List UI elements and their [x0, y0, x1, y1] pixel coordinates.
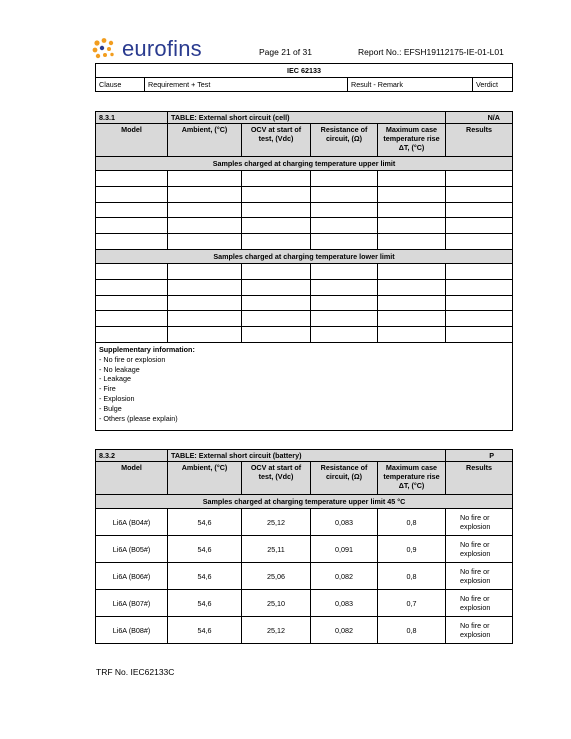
table-title: TABLE: External short circuit (cell)	[168, 112, 446, 124]
cell-result	[446, 509, 513, 536]
table-row	[96, 171, 513, 187]
cell-model: Li6A (B04#)	[96, 509, 168, 536]
cell-result	[446, 563, 513, 590]
verdict: N/A	[446, 112, 513, 124]
supplementary-item: - Bulge	[99, 403, 122, 413]
col-results: Results	[446, 462, 513, 495]
clause-number: 8.3.1	[96, 112, 168, 124]
result-line: No fire or	[460, 513, 490, 522]
supplementary-item: - Fire	[99, 384, 116, 394]
section-lower-limit: Samples charged at charging temperature lower limit	[96, 249, 513, 263]
table-row	[96, 186, 513, 202]
table-row	[96, 218, 513, 234]
cell-ambient: 54,6	[168, 590, 242, 617]
cell-ambient: 54,6	[168, 536, 242, 563]
col-resistance: Resistance of circuit, (Ω)	[311, 124, 378, 157]
cell-ocv: 25,12	[242, 617, 311, 644]
cell-ocv: 25,12	[242, 509, 311, 536]
table-row	[96, 590, 513, 617]
col-model: Model	[96, 462, 168, 495]
result-line: explosion	[460, 522, 491, 531]
cell-ocv: 25,11	[242, 536, 311, 563]
col-results: Results	[446, 124, 513, 157]
supplementary-title: Supplementary information:	[99, 344, 195, 354]
result-line: No fire or	[460, 567, 490, 576]
result-line: explosion	[460, 630, 491, 639]
cell-ambient: 54,6	[168, 563, 242, 590]
supplementary-info	[96, 342, 513, 430]
cell-result	[446, 536, 513, 563]
supplementary-item: - Others (please explain)	[99, 413, 178, 423]
cell-model: Li6A (B08#)	[96, 617, 168, 644]
header-table	[95, 63, 513, 92]
col-resistance: Resistance of circuit, (Ω)	[311, 462, 378, 495]
page-number: Page 21 of 31	[259, 47, 312, 57]
result-line: explosion	[460, 549, 491, 558]
cell-model: Li6A (B05#)	[96, 536, 168, 563]
table-row	[96, 509, 513, 536]
table-row	[96, 617, 513, 644]
col-model: Model	[96, 124, 168, 157]
table-short-circuit-cell	[95, 111, 513, 431]
supplementary-item: - No fire or explosion	[99, 354, 166, 364]
table-row	[96, 202, 513, 218]
cell-result	[446, 617, 513, 644]
section-upper-limit: Samples charged at charging temperature upper limit	[96, 157, 513, 171]
table-short-circuit-battery	[95, 449, 513, 644]
table-row	[96, 536, 513, 563]
result-line: No fire or	[460, 594, 490, 603]
table-row	[96, 234, 513, 250]
table-row	[96, 311, 513, 327]
section-upper-limit: Samples charged at charging temperature upper limit 45 °C	[96, 495, 513, 509]
cell-ocv: 25,10	[242, 590, 311, 617]
cell-resistance: 0,091	[311, 536, 378, 563]
table-row	[96, 563, 513, 590]
col-max-temp: Maximum case temperature rise ΔT, (°C)	[378, 124, 446, 157]
supplementary-item: - No leakage	[99, 364, 140, 374]
clause-number: 8.3.2	[96, 450, 168, 462]
cell-temp-rise: 0,8	[378, 563, 446, 590]
cell-temp-rise: 0,8	[378, 509, 446, 536]
cell-resistance: 0,082	[311, 563, 378, 590]
cell-ambient: 54,6	[168, 617, 242, 644]
cell-result	[446, 590, 513, 617]
table-row	[96, 295, 513, 311]
cell-temp-rise: 0,7	[378, 590, 446, 617]
table-row	[96, 327, 513, 343]
col-ocv: OCV at start of test, (Vdc)	[242, 462, 311, 495]
col-ambient: Ambient, (°C)	[168, 124, 242, 157]
cell-resistance: 0,083	[311, 509, 378, 536]
cell-resistance: 0,082	[311, 617, 378, 644]
cell-temp-rise: 0,9	[378, 536, 446, 563]
standard-name: IEC 62133	[96, 64, 513, 78]
cell-model: Li6A (B07#)	[96, 590, 168, 617]
col-max-temp: Maximum case temperature rise ΔT, (°C)	[378, 462, 446, 495]
col-result: Result - Remark	[348, 78, 473, 92]
supplementary-item: - Explosion	[99, 393, 135, 403]
col-ambient: Ambient, (°C)	[168, 462, 242, 495]
result-line: explosion	[460, 576, 491, 585]
eurofins-dots-icon	[92, 37, 118, 61]
col-requirement: Requirement + Test	[145, 78, 348, 92]
supplementary-item: - Leakage	[99, 374, 131, 384]
cell-ocv: 25,06	[242, 563, 311, 590]
table-row	[96, 279, 513, 295]
verdict: P	[446, 450, 513, 462]
brand-name: eurofins	[122, 36, 202, 61]
cell-ambient: 54,6	[168, 509, 242, 536]
table-title: TABLE: External short circuit (battery)	[168, 450, 446, 462]
cell-resistance: 0,083	[311, 590, 378, 617]
eurofins-logo	[92, 36, 202, 62]
col-clause: Clause	[96, 78, 145, 92]
report-number: Report No.: EFSH19112175-IE-01-L01	[358, 47, 504, 57]
table-row	[96, 263, 513, 279]
result-line: No fire or	[460, 621, 490, 630]
col-ocv: OCV at start of test, (Vdc)	[242, 124, 311, 157]
result-line: explosion	[460, 603, 491, 612]
result-line: No fire or	[460, 540, 490, 549]
col-verdict: Verdict	[473, 78, 513, 92]
footer-trf-number: TRF No. IEC62133C	[96, 667, 175, 677]
cell-temp-rise: 0,8	[378, 617, 446, 644]
cell-model: Li6A (B06#)	[96, 563, 168, 590]
